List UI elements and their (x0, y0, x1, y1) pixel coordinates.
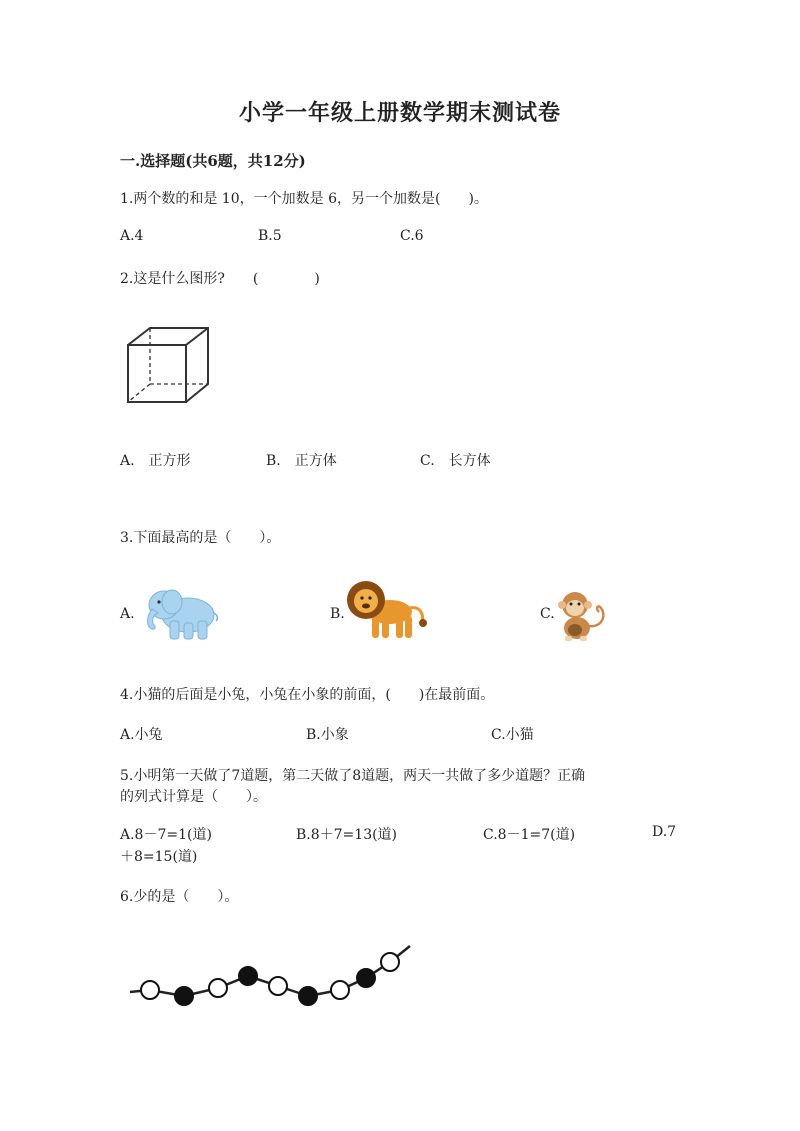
bead-black (357, 969, 375, 987)
question-5-line-1: 5.小明第一天做了7道题，第二天做了8道题，两天一共做了多少道题？正确 (120, 768, 586, 784)
beads-on-string-icon (128, 940, 418, 1012)
question-3: 3.下面最高的是（ ）。 (120, 530, 281, 546)
q4-option-c: C.小猫 (491, 727, 534, 743)
q5-option-a: A.8－7=1(道) (120, 827, 212, 843)
q3-option-b-label: B. (330, 606, 345, 622)
q5-option-c: C.8－1=7(道) (483, 827, 576, 843)
elephant-icon (140, 585, 220, 643)
question-4: 4.小猫的后面是小兔，小兔在小象的前面，( )在最前面。 (120, 687, 495, 703)
q5-option-b: B.8＋7=13(道) (296, 827, 398, 843)
bead-white (381, 953, 399, 971)
page-title: 小学一年级上册数学期末测试卷 (238, 100, 561, 126)
bead-black (175, 987, 193, 1005)
q2-option-c: C. 长方体 (420, 453, 491, 469)
q2-option-a: A. 正方形 (120, 453, 191, 469)
section-heading-choice: 一.选择题(共6题，共12分) (120, 152, 306, 170)
q2-option-b: B. 正方体 (266, 453, 337, 469)
bead-white (331, 981, 349, 999)
q4-option-a: A.小兔 (120, 727, 163, 743)
question-2: 2.这是什么图形? ( ) (120, 271, 320, 287)
question-1: 1.两个数的和是 10，一个加数是 6，另一个加数是( )。 (120, 191, 488, 207)
q5-option-d-continued: ＋8=15(道) (120, 849, 198, 865)
q1-option-c: C.6 (400, 228, 424, 244)
cube-icon (118, 320, 214, 406)
monkey-icon (555, 590, 611, 642)
q3-option-c-label: C. (540, 606, 555, 622)
q4-option-b: B.小象 (306, 727, 349, 743)
bead-white (269, 977, 287, 995)
question-6: 6.少的是（ ）。 (120, 889, 239, 905)
q1-option-a: A.4 (120, 228, 144, 244)
q5-option-d: D.7 (652, 824, 677, 840)
bead-white (209, 979, 227, 997)
q3-option-a-label: A. (120, 606, 135, 622)
bead-black (299, 987, 317, 1005)
lion-icon (344, 578, 430, 642)
bead-black (239, 967, 257, 985)
bead-white (141, 981, 159, 999)
question-5-line-2: 的列式计算是（ ）。 (120, 789, 267, 805)
q1-option-b: B.5 (258, 228, 282, 244)
